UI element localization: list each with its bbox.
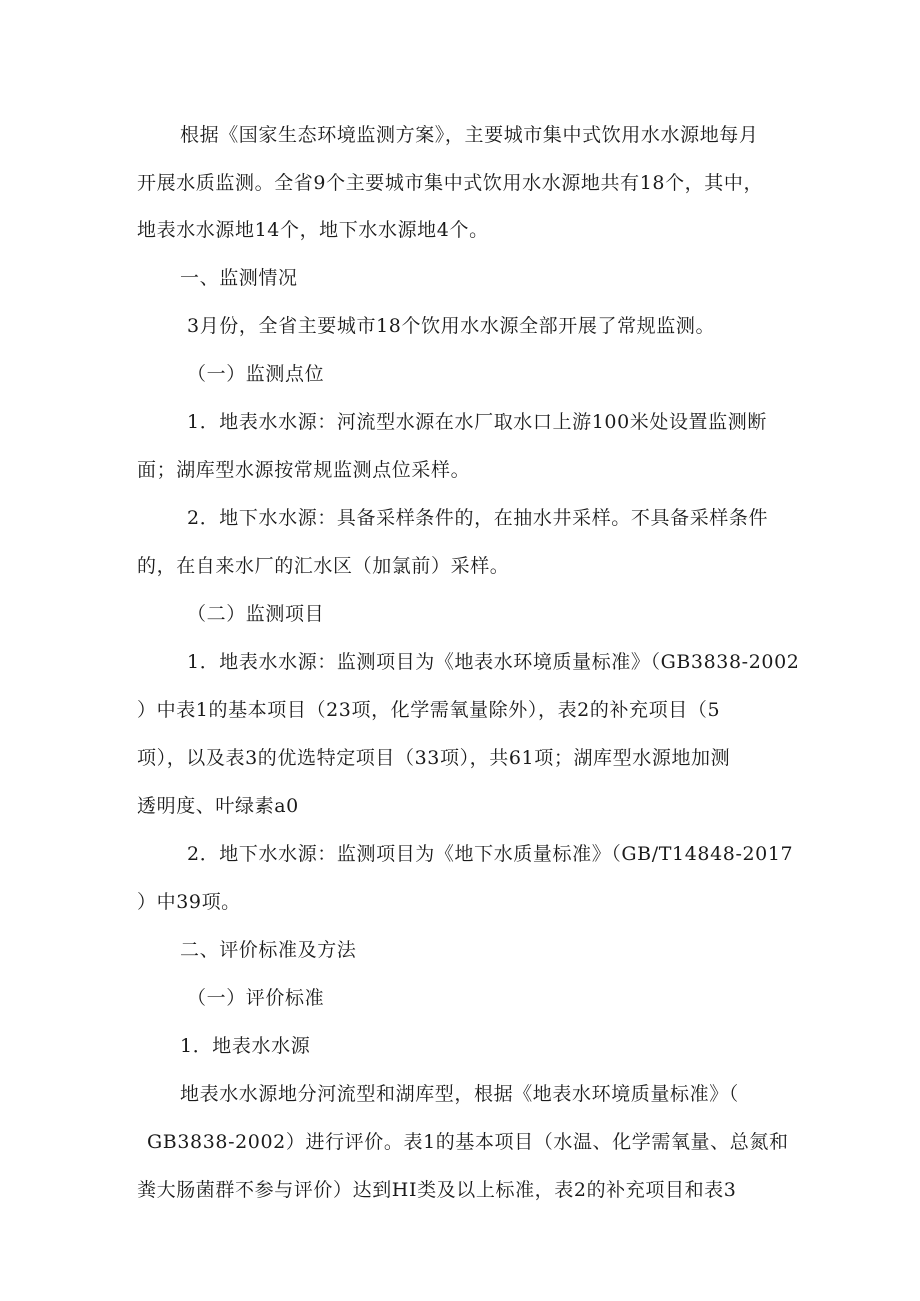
paragraph-monitoring-summary: 3月份，全省主要城市18个饮用水水源全部开展了常规监测。: [187, 315, 716, 337]
item-surface-items-line-2: ）中表1的基本项目（23项，化学需氧量除外），表2的补充项目（5: [137, 699, 721, 721]
section-heading-evaluation: 二、评价标准及方法: [180, 939, 357, 961]
paragraph-intro-line-1: 根据《国家生态环境监测方案》，主要城市集中式饮用水水源地每月: [180, 124, 759, 146]
paragraph-evaluation-line-2: GB3838-2002）进行评价。表1的基本项目（水温、化学需氧量、总氮和: [147, 1131, 789, 1153]
item-groundwater-items-line-1: 2．地下水水源：监测项目为《地下水质量标准》（GB/T14848-2017: [187, 843, 794, 865]
paragraph-evaluation-line-1: 地表水水源地分河流型和湖库型，根据《地表水环境质量标准》（: [180, 1083, 739, 1105]
subheading-surface-water-source: 1．地表水水源: [180, 1035, 311, 1057]
item-groundwater-items-line-2: ）中39项。: [137, 891, 241, 913]
item-surface-water-line-1: 1．地表水水源：河流型水源在水厂取水口上游100米处设置监测断: [187, 411, 767, 433]
subheading-monitoring-items: （二）监测项目: [187, 603, 325, 625]
item-surface-water-line-2: 面；湖库型水源按常规监测点位采样。: [137, 459, 471, 481]
item-surface-items-line-3: 项），以及表3的优选特定项目（33项），共61项；湖库型水源地加测: [137, 747, 731, 769]
subheading-evaluation-standard: （一）评价标准: [187, 987, 325, 1009]
item-groundwater-line-2: 的，在自来水厂的汇水区（加氯前）采样。: [137, 555, 510, 577]
paragraph-intro-line-3: 地表水水源地14个，地下水水源地4个。: [137, 219, 489, 241]
paragraph-intro-line-2: 开展水质监测。全省9个主要城市集中式饮用水水源地共有18个，其中，: [137, 172, 764, 194]
subheading-monitoring-points: （一）监测点位: [187, 363, 325, 385]
item-surface-items-line-4: 透明度、叶绿素a0: [137, 795, 299, 817]
item-groundwater-line-1: 2．地下水水源：具备采样条件的，在抽水井采样。不具备采样条件: [187, 507, 769, 529]
item-surface-items-line-1: 1．地表水水源：监测项目为《地表水环境质量标准》（GB3838-2002: [187, 651, 800, 673]
paragraph-evaluation-line-3: 粪大肠菌群不参与评价）达到HI类及以上标准，表2的补充项目和表3: [137, 1179, 737, 1201]
section-heading-monitoring: 一、监测情况: [180, 267, 298, 289]
